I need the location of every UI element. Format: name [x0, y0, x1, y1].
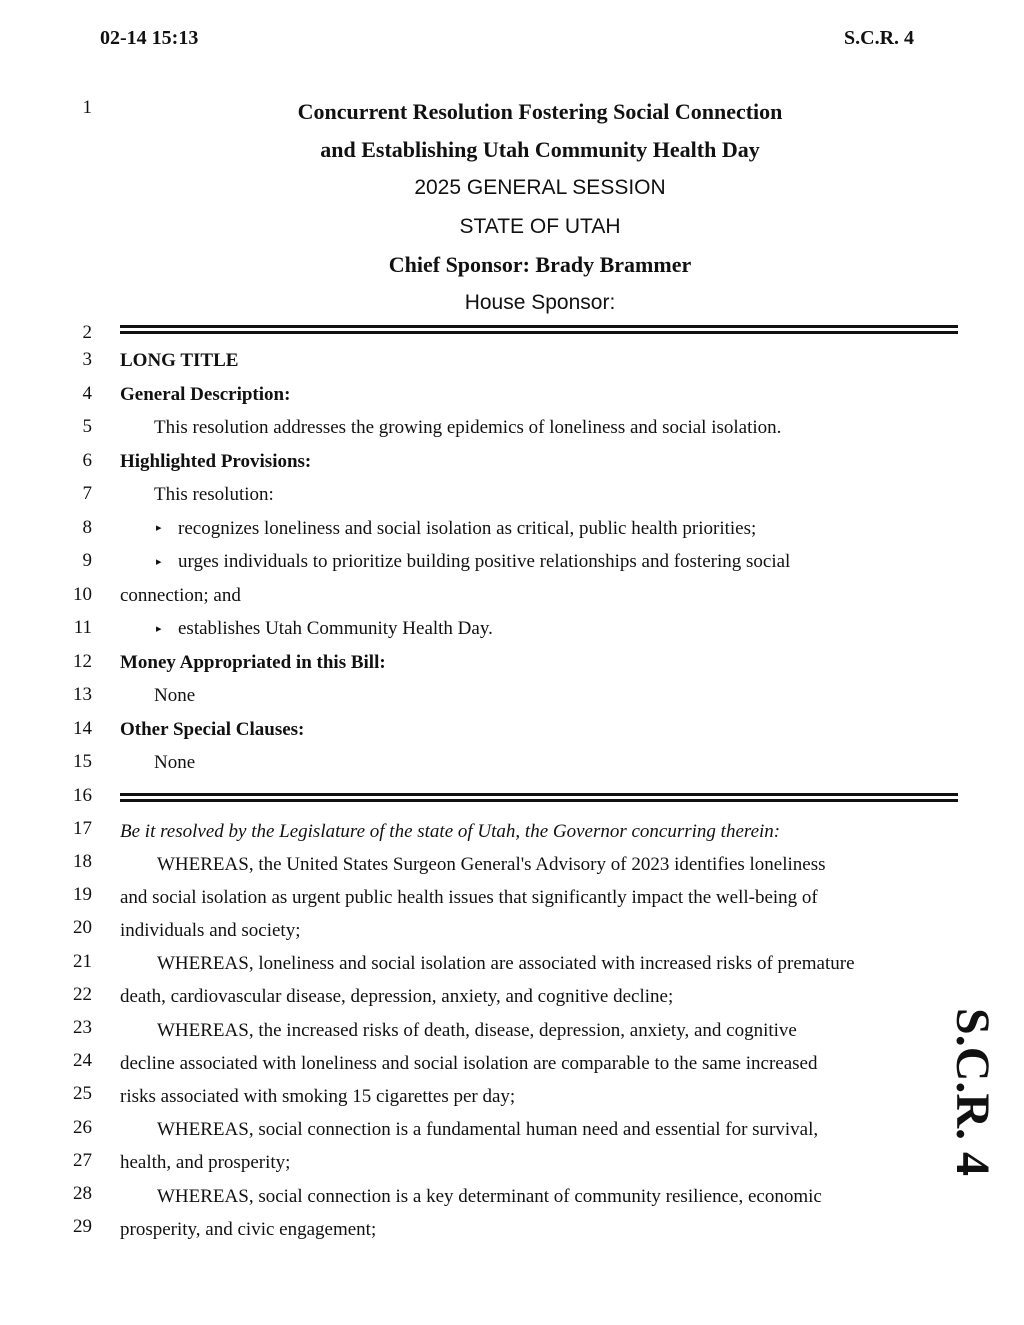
provision-bullet-2 — [120, 545, 940, 579]
line-number: 5 — [82, 416, 92, 437]
other-clauses-label: Other Special Clauses: — [120, 718, 305, 740]
line-number: 11 — [73, 617, 92, 638]
line-number: 16 — [73, 785, 92, 806]
line-number: 12 — [73, 651, 92, 672]
whereas-line: risks associated with smoking 15 cigarettes per day; — [120, 1086, 516, 1107]
line-number: 4 — [82, 383, 92, 404]
line-number: 25 — [73, 1083, 92, 1104]
header-bill-id: S.C.R. 4 — [844, 27, 915, 49]
whereas-line: WHEREAS, the United States Surgeon General's Advisory of 2023 identifies loneliness — [157, 853, 826, 875]
provision-text: establishes Utah Community Health Day. — [178, 618, 493, 639]
highlighted-provisions-label: Highlighted Provisions: — [120, 450, 312, 472]
side-bill-id: S.C.R. 4 — [946, 1008, 999, 1177]
line-number: 22 — [73, 984, 92, 1005]
whereas-line: death, cardiovascular disease, depression, anxiety, and cognitive decline; — [120, 986, 674, 1008]
side-label — [938, 1008, 1024, 1177]
line-number: 17 — [73, 818, 92, 839]
long-title-heading: LONG TITLE — [120, 350, 239, 371]
line-number: 7 — [82, 483, 92, 504]
line-number: 1 — [82, 97, 92, 118]
general-description-label: General Description: — [120, 383, 291, 405]
whereas-line: individuals and society; — [120, 920, 301, 942]
whereas-line: WHEREAS, social connection is a key determinant of community resilience, economic — [157, 1185, 822, 1207]
line-number: 18 — [73, 851, 92, 872]
bill-title-line-1: Concurrent Resolution Fostering Social Connection — [297, 99, 783, 124]
bullet-icon: ▸ — [156, 555, 162, 568]
line-number: 15 — [73, 751, 92, 772]
line-number: 26 — [73, 1117, 92, 1138]
bill-title-line-2: and Establishing Utah Community Health Day — [320, 137, 760, 163]
session: 2025 GENERAL SESSION — [414, 176, 666, 200]
whereas-line: prosperity, and civic engagement; — [120, 1218, 377, 1240]
line-number: 21 — [73, 951, 92, 972]
line-number: 2 — [82, 322, 92, 343]
whereas-line: WHEREAS, social connection is a fundamental human need and essential for survival, — [157, 1119, 819, 1141]
enacting-clause: Be it resolved by the Legislature of the state of Utah, the Governor concurring therein: — [120, 820, 781, 842]
line-number: 24 — [73, 1050, 92, 1071]
line-number: 3 — [82, 349, 92, 370]
provision-bullet-1 — [120, 512, 940, 546]
whereas-line: health, and prosperity; — [120, 1152, 291, 1174]
line-number: 28 — [73, 1183, 92, 1204]
bullet-icon: ▸ — [156, 522, 162, 535]
double-rule-top — [120, 325, 958, 337]
money-appropriated-label: Money Appropriated in this Bill: — [120, 651, 386, 673]
provision-continuation: connection; and — [120, 584, 241, 606]
spacer — [120, 780, 940, 815]
bill-body — [120, 344, 940, 1246]
line-number: 19 — [73, 884, 92, 905]
whereas-line: WHEREAS, the increased risks of death, disease, depression, anxiety, and cognitive — [157, 1019, 797, 1041]
line-number: 6 — [82, 450, 92, 471]
line-number: 10 — [73, 584, 92, 605]
line-number: 23 — [73, 1017, 92, 1038]
line-number: 29 — [73, 1216, 92, 1237]
whereas-line: decline associated with loneliness and social isolation are comparable to the same increased — [120, 1052, 818, 1074]
chief-sponsor: Chief Sponsor: Brady Brammer — [388, 251, 692, 277]
line-number: 9 — [82, 550, 92, 571]
line-number: 14 — [73, 718, 92, 739]
line-number: 13 — [73, 684, 92, 705]
highlighted-intro: This resolution: — [154, 484, 274, 505]
line-number: 20 — [73, 917, 92, 938]
header-datetime: 02-14 15:13 — [100, 27, 199, 49]
provision-text: recognizes loneliness and social isolation as critical, public health priorities; — [178, 517, 757, 539]
line-number: 8 — [82, 517, 92, 538]
title-block — [120, 93, 960, 322]
general-description-text: This resolution addresses the growing epidemics of loneliness and social isolation. — [154, 417, 782, 438]
house-sponsor: House Sponsor: — [464, 290, 616, 314]
money-appropriated-text: None — [154, 685, 196, 706]
line-number: 27 — [73, 1150, 92, 1171]
bullet-icon: ▸ — [156, 622, 162, 635]
whereas-line: and social isolation as urgent public health issues that significantly impact the well-being of — [120, 886, 818, 908]
whereas-line: WHEREAS, loneliness and social isolation are associated with increased risks of premature — [157, 953, 855, 975]
other-clauses-text: None — [154, 752, 196, 773]
provision-text: urges individuals to prioritize building positive relationships and fostering social — [178, 551, 791, 572]
provision-bullet-3 — [120, 612, 940, 646]
state: STATE OF UTAH — [459, 214, 621, 238]
